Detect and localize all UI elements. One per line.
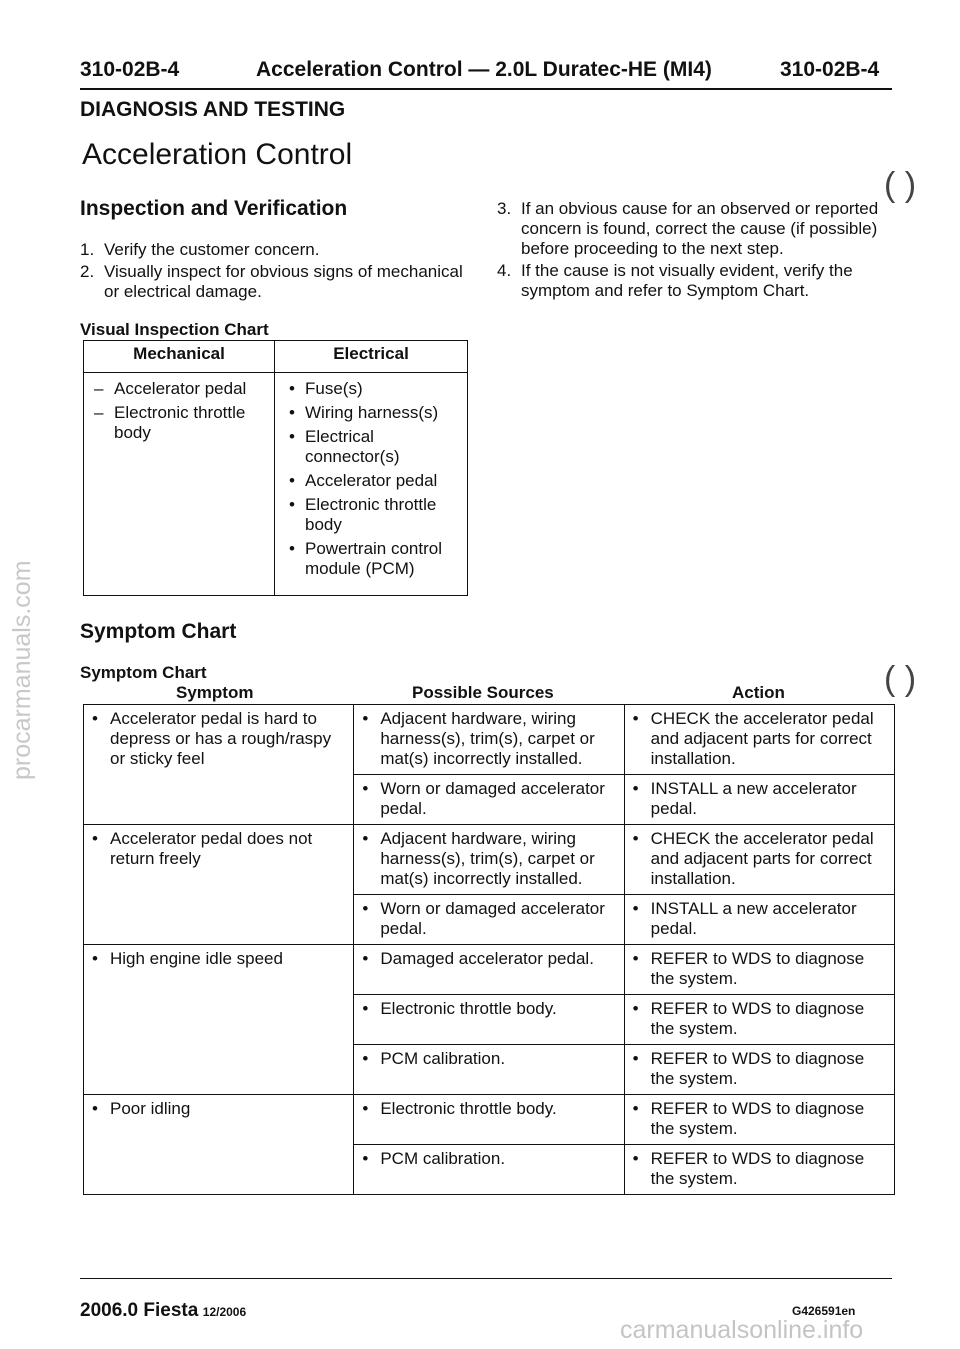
list-item: 1. Verify the customer concern. (80, 240, 320, 259)
list-item: 3. If an obvious cause for an observed or reported concern is found, correct the cause (if possible) before proceeding to the next step. (497, 199, 879, 258)
visual-chart-title: Visual Inspection Chart (80, 320, 269, 339)
electrical-cell (275, 373, 468, 596)
action-cell: • REFER to WDS to diagnose the system. (624, 1145, 894, 1195)
action-cell: • CHECK the accelerator pedal and adjacent parts for correct installation. (624, 705, 894, 775)
list-item: 4. If the cause is not visually evident, verify the symptom and refer to Symptom Chart. (497, 261, 853, 300)
col-symptom: Symptom (176, 683, 254, 702)
list-item: – Accelerator pedal (94, 379, 247, 398)
header-code-right: 310-02B-4 (780, 58, 880, 81)
watermark-side: procarmanuals.com (8, 560, 36, 780)
inspection-steps-left (80, 240, 480, 304)
table-row (84, 945, 895, 995)
symptom-cell: • High engine idle speed (84, 945, 354, 1095)
inspection-steps-right (497, 199, 895, 303)
margin-mark-icon: ( ) (884, 660, 917, 698)
source-cell: • Adjacent hardware, wiring harness(s), trim(s), carpet or mat(s) incorrectly installed. (354, 705, 624, 775)
source-cell: • PCM calibration. (354, 1145, 624, 1195)
source-cell: • Adjacent hardware, wiring harness(s), trim(s), carpet or mat(s) incorrectly installed. (354, 825, 624, 895)
action-cell: • REFER to WDS to diagnose the system. (624, 1095, 894, 1145)
symptom-table (83, 704, 895, 1195)
col-action: Action (732, 683, 785, 702)
source-cell: • Electronic throttle body. (354, 995, 624, 1045)
margin-mark-icon: ( ) (884, 166, 917, 204)
page-title: Acceleration Control (82, 138, 353, 171)
symptom-cell: • Accelerator pedal is hard to depress or has a rough/raspy or sticky feel (84, 705, 354, 825)
symptom-cell: • Poor idling (84, 1095, 354, 1195)
table-row (84, 705, 895, 775)
col-electrical: Electrical (275, 341, 468, 373)
list-item: • Powertrain control module (PCM) (289, 539, 443, 578)
mechanical-cell (84, 373, 275, 596)
source-cell: • Worn or damaged accelerator pedal. (354, 775, 624, 825)
action-cell: • REFER to WDS to diagnose the system. (624, 1045, 894, 1095)
footer-doc-code: G426591en (792, 1304, 856, 1318)
source-cell: • PCM calibration. (354, 1045, 624, 1095)
footer-model: 2006.0 Fiesta (80, 1300, 199, 1321)
section-label: DIAGNOSIS AND TESTING (80, 98, 346, 121)
action-cell: • REFER to WDS to diagnose the system. (624, 945, 894, 995)
action-cell: • CHECK the accelerator pedal and adjacent parts for correct installation. (624, 825, 894, 895)
symptom-table-title: Symptom Chart (80, 663, 207, 682)
list-item: • Electronic throttle body (289, 495, 437, 534)
list-item: – Electronic throttle body (94, 403, 246, 442)
list-item: • Accelerator pedal (289, 471, 438, 490)
col-mechanical: Mechanical (84, 341, 275, 373)
visual-inspection-table (83, 340, 468, 596)
source-cell: • Worn or damaged accelerator pedal. (354, 895, 624, 945)
table-row (84, 1095, 895, 1145)
symptom-chart-heading: Symptom Chart (80, 620, 237, 643)
header-rule (80, 88, 892, 90)
header-code-left: 310-02B-4 (80, 58, 180, 81)
list-item: • Fuse(s) (289, 379, 363, 398)
col-possible-sources: Possible Sources (412, 683, 554, 702)
list-item: 2. Visually inspect for obvious signs of mechanical or electrical damage. (80, 262, 463, 301)
source-cell: • Electronic throttle body. (354, 1095, 624, 1145)
list-item: • Electrical connector(s) (289, 427, 400, 466)
table-row (84, 825, 895, 895)
action-cell: • INSTALL a new accelerator pedal. (624, 775, 894, 825)
source-cell: • Damaged accelerator pedal. (354, 945, 624, 995)
inspection-heading: Inspection and Verification (80, 197, 348, 220)
list-item: • Wiring harness(s) (289, 403, 439, 422)
footer-date: 12/2006 (202, 1305, 247, 1319)
action-cell: • INSTALL a new accelerator pedal. (624, 895, 894, 945)
footer-rule (80, 1278, 892, 1279)
watermark-bottom: carmanualsonline.info (620, 1316, 864, 1344)
symptom-cell: • Accelerator pedal does not return freely (84, 825, 354, 945)
footer-left (80, 1300, 246, 1322)
action-cell: • REFER to WDS to diagnose the system. (624, 995, 894, 1045)
header-title: Acceleration Control — 2.0L Duratec-HE (MI4) (256, 58, 712, 81)
